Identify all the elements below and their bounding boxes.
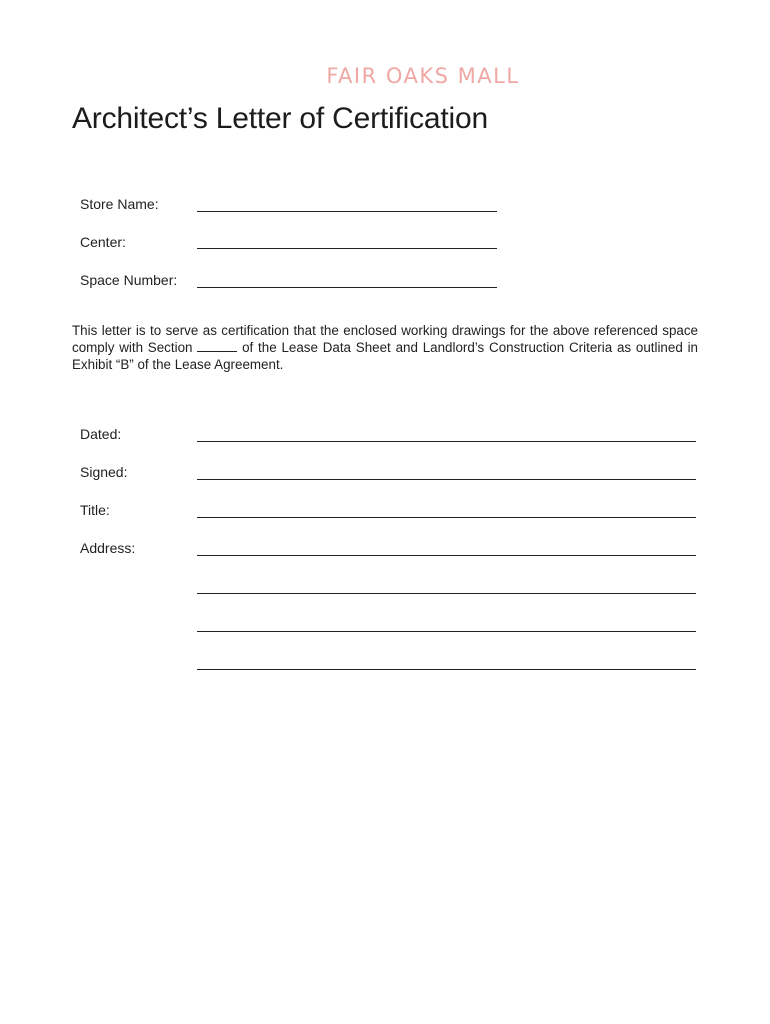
- space-number-field[interactable]: [197, 287, 497, 288]
- center-field[interactable]: [197, 248, 497, 249]
- address-line-2-field[interactable]: [197, 593, 696, 594]
- address-field[interactable]: [197, 555, 696, 556]
- paragraph-text-end: of the Lease Data Sheet and Landlord’s Construction Criteria as outlined in Exhibit “B” of the Lease Agreement.: [72, 340, 698, 372]
- paragraph-text-start: This letter is to serve as certification that the enclosed working drawings for the above referenced space comply with Section: [72, 323, 698, 355]
- store-name-field[interactable]: [197, 211, 497, 212]
- dated-label: Dated:: [80, 426, 122, 442]
- dated-field[interactable]: [197, 441, 696, 442]
- title-label: Title:: [80, 502, 110, 518]
- brand-logo-text: FAIR OAKS MALL: [326, 64, 520, 88]
- certification-paragraph: [72, 322, 698, 373]
- document-title: Architect’s Letter of Certification: [72, 102, 488, 135]
- signed-label: Signed:: [80, 464, 128, 480]
- section-number-field[interactable]: [197, 340, 237, 352]
- title-field[interactable]: [197, 517, 696, 518]
- signed-field[interactable]: [197, 479, 696, 480]
- store-name-label: Store Name:: [80, 196, 159, 212]
- address-line-3-field[interactable]: [197, 631, 696, 632]
- center-label: Center:: [80, 234, 126, 250]
- address-label: Address:: [80, 540, 136, 556]
- address-line-4-field[interactable]: [197, 669, 696, 670]
- space-number-label: Space Number:: [80, 272, 178, 288]
